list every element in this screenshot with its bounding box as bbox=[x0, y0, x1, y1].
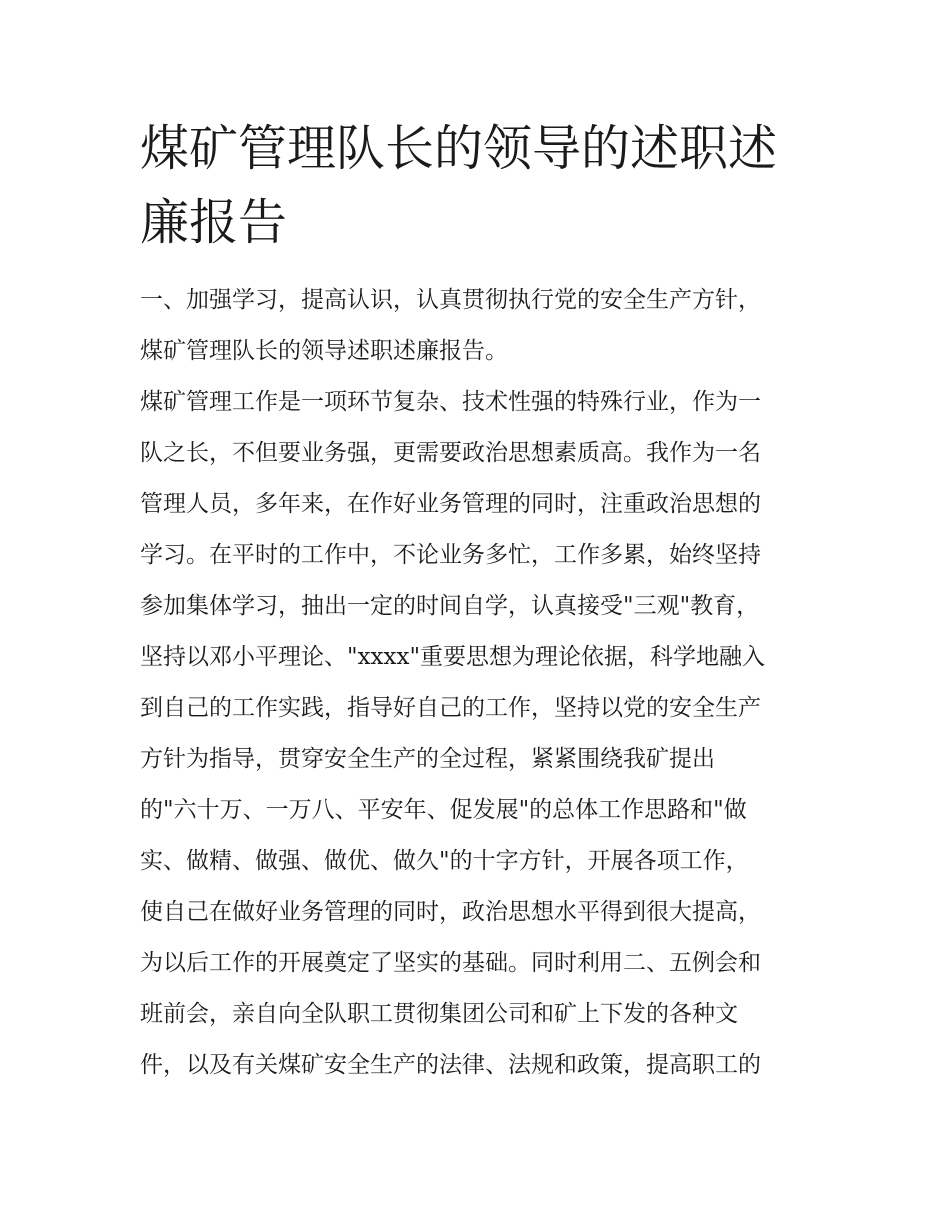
title-line: 廉报告 bbox=[140, 194, 288, 251]
text-line: 到自己的工作实践，指导好自己的工作，坚持以党的安全生产 bbox=[140, 695, 761, 721]
paragraph-intro bbox=[140, 275, 820, 377]
title-line: 煤矿管理队长的领导的述职述 bbox=[140, 120, 778, 177]
text-line: 使自己在做好业务管理的同时，政治思想水平得到很大提高， bbox=[140, 899, 761, 925]
text-line: 件，以及有关煤矿安全生产的法律、法规和政策，提高职工的 bbox=[140, 1052, 761, 1078]
document-body bbox=[140, 275, 820, 1091]
text-line: 管理人员，多年来，在作好业务管理的同时，注重政治思想的 bbox=[140, 491, 761, 517]
text-line: 实、做精、做强、做优、做久"的十字方针，开展各项工作， bbox=[140, 848, 749, 874]
text-line: 方针为指导，贯穿安全生产的全过程，紧紧围绕我矿提出 bbox=[140, 746, 715, 772]
text-line: 班前会，亲自向全队职工贯彻集团公司和矿上下发的各种文 bbox=[140, 1001, 738, 1027]
page-title bbox=[140, 112, 820, 260]
paragraph-main bbox=[140, 377, 820, 1091]
text-line: 煤矿管理队长的领导述职述廉报告。 bbox=[140, 338, 508, 364]
text-line: 坚持以邓小平理论、"xxxx"重要思想为理论依据，科学地融入 bbox=[140, 644, 766, 670]
text-line: 为以后工作的开展奠定了坚实的基础。同时利用二、五例会和 bbox=[140, 950, 761, 976]
text-line: 学习。在平时的工作中，不论业务多忙，工作多累，始终坚持 bbox=[140, 542, 761, 568]
text-line: 队之长，不但要业务强，更需要政治思想素质高。我作为一名 bbox=[140, 440, 761, 466]
text-line: 一、加强学习，提高认识，认真贯彻执行党的安全生产方针， bbox=[140, 287, 761, 313]
text-line: 的"六十万、一万八、平安年、促发展"的总体工作思路和"做 bbox=[140, 797, 747, 823]
text-line: 参加集体学习，抽出一定的时间自学，认真接受"三观"教育， bbox=[140, 593, 760, 619]
text-line: 煤矿管理工作是一项环节复杂、技术性强的特殊行业，作为一 bbox=[140, 389, 761, 415]
